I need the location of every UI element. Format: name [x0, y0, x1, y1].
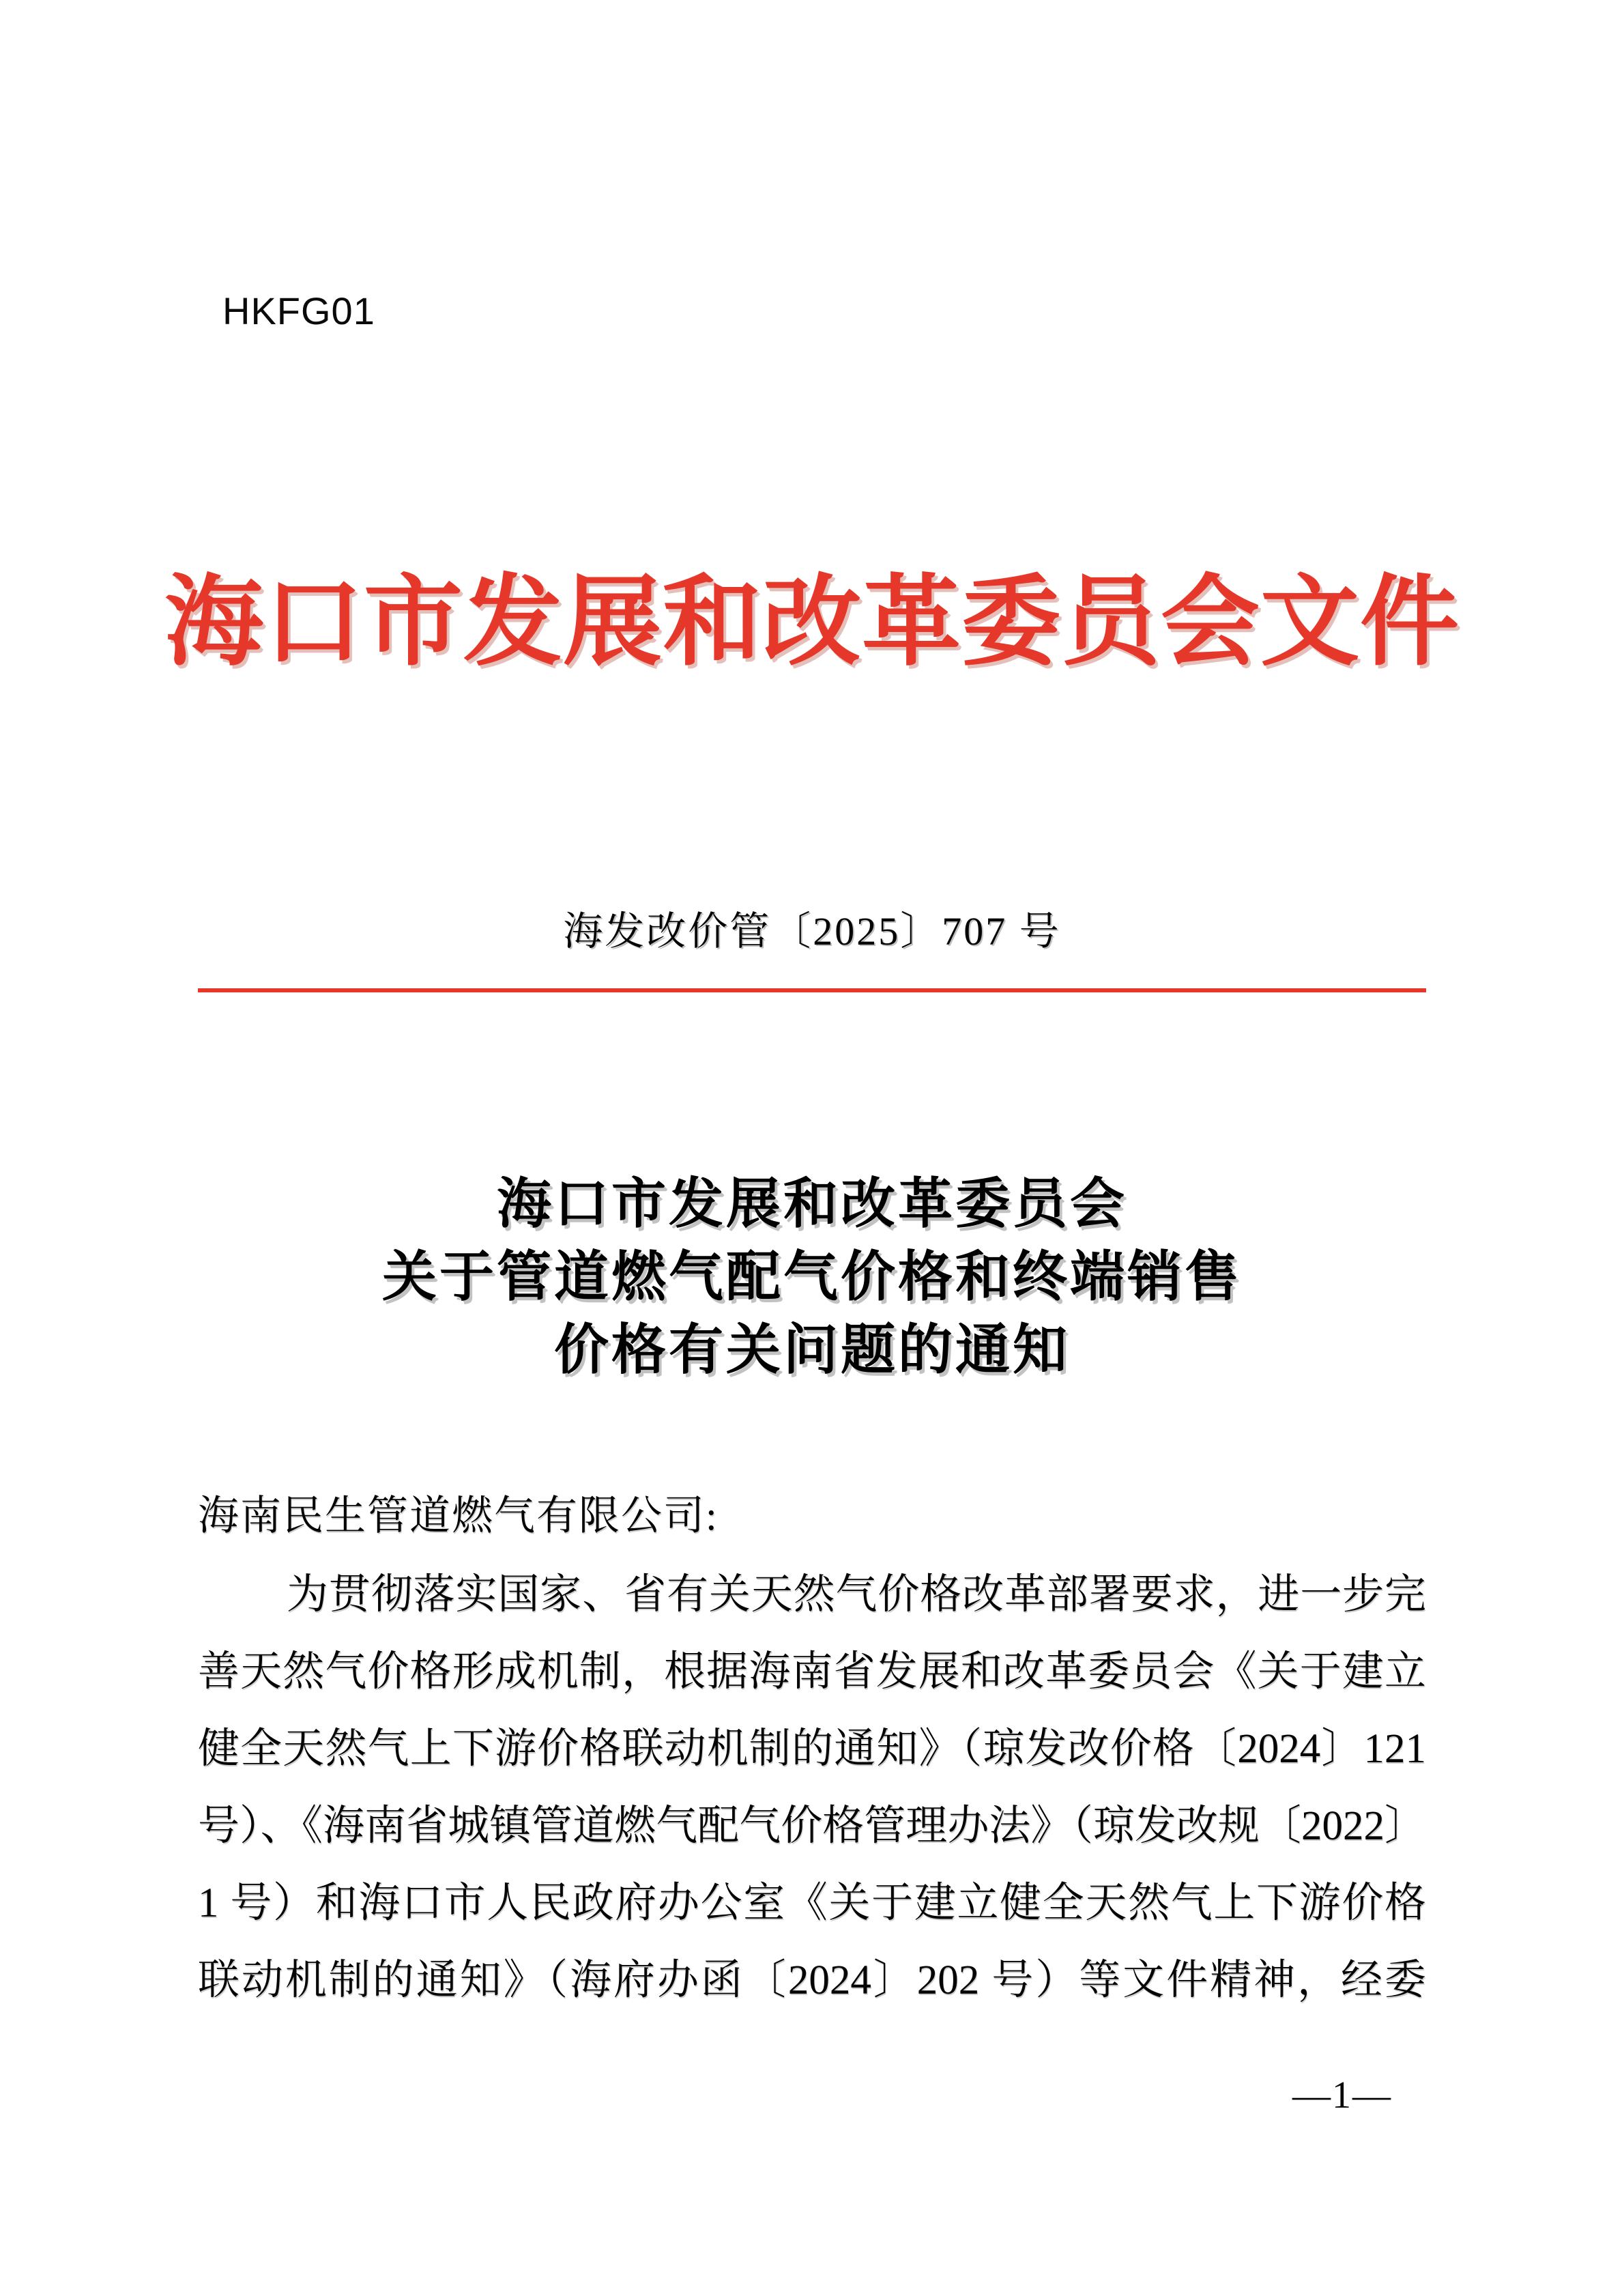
notice-title-line-2: 关于管道燃气配气价格和终端销售 — [382, 1248, 1242, 1308]
notice-title-line-3: 价格有关问题的通知 — [554, 1321, 1070, 1381]
body-paragraph — [198, 1556, 1426, 2019]
page-number: —1— — [1292, 2074, 1392, 2116]
addressee: 海南民生管道燃气有限公司: — [198, 1493, 719, 1538]
doc-number: 海发改价管〔2025〕707 号 — [563, 909, 1061, 953]
doc-code: HKFG01 — [222, 289, 375, 332]
red-divider-line — [198, 988, 1426, 992]
body-line-4: 号）、《海南省城镇管道燃气配气价格管理办法》（琼发改规〔2022〕 — [198, 1803, 1426, 1849]
body-line-5: 1 号）和海口市人民政府办公室《关于建立健全天然气上下游价格 — [198, 1880, 1426, 1926]
notice-title-line-1: 海口市发展和改革委员会 — [497, 1175, 1127, 1235]
notice-title — [0, 1168, 1624, 1388]
body-line-3: 健全天然气上下游价格联动机制的通知》（琼发改价格〔2024〕121 — [198, 1726, 1426, 1772]
agency-header-title: 海口市发展和改革委员会文件 — [164, 569, 1460, 678]
body-line-6: 联动机制的通知》（海府办函〔2024〕202 号）等文件精神，经委 — [198, 1957, 1426, 2003]
body-line-1: 为贯彻落实国家、省有关天然气价格改革部署要求，进一步完 — [287, 1572, 1426, 1618]
body-line-2: 善天然气价格形成机制，根据海南省发展和改革委员会《关于建立 — [198, 1649, 1426, 1695]
